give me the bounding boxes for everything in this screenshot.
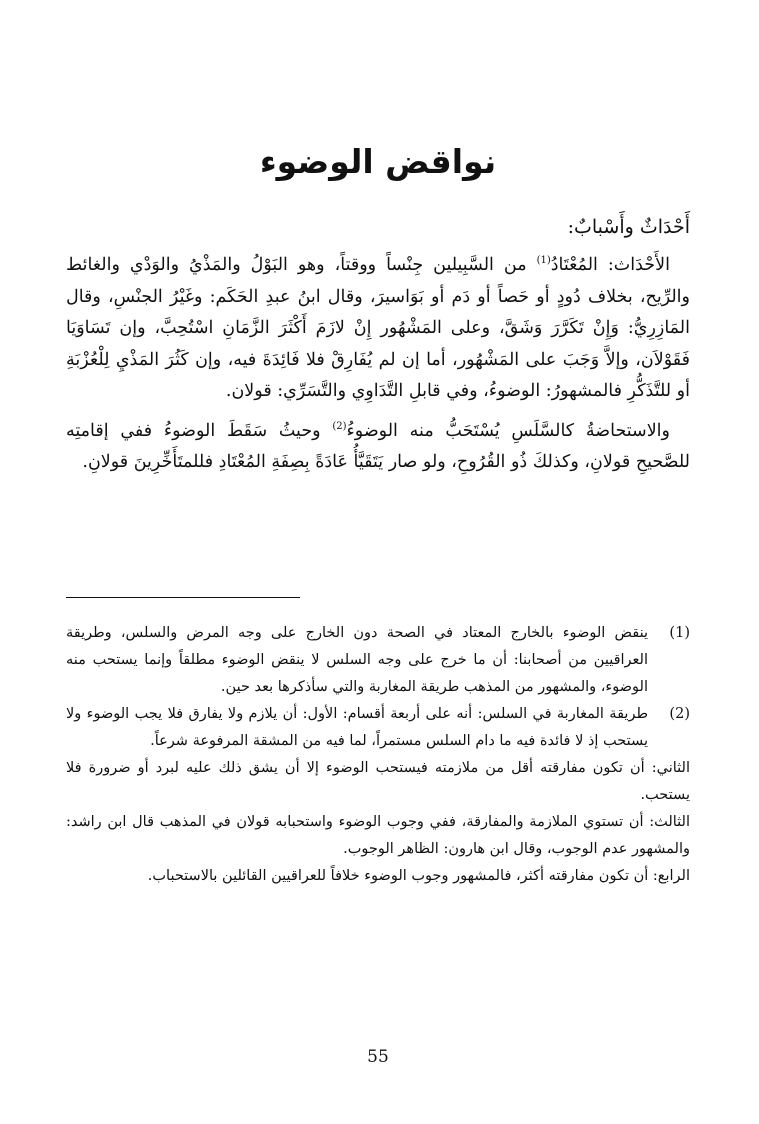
paragraph [66,250,690,408]
footnote [66,620,690,701]
footnote [66,701,690,755]
footnote-subsection: الرابع: أن تكون مفارقته أكثر، فالمشهور وجوب الوضوء خلافاً للعراقيين القائلين بالاستحباب. [147,868,690,884]
footnote-subsection: الثالث: أن تستوي الملازمة والمفارقة، ففي وجوب الوضوء واستحبابه قولان في المذهب قال ابن راشد: والمشهور عدم الوجوب، وقال ابن هارون: الظاهر الوجوب. [66,814,690,857]
footnotes [66,620,690,890]
paragraph [66,416,690,479]
paragraph-text: وحيثُ سَقَطَ الوضوءُ ففي إقامتِه للصَّحيحِ قولانِ، وكذلكَ ذُو القُرُوحِ، ولو صار يَتَقَيَّأُ عَادَةً بِصِفَةِ المُعْتَادِ فللمتَأَخِّرِينَ قولانِ. [66,420,690,472]
chapter-title: نواقض الوضوء [259,142,497,181]
section-heading: أَحْدَاثٌ وأَسْبابٌ: [567,216,690,238]
footnote-ref[interactable]: (1) [536,255,551,267]
page-number: 55 [367,1047,389,1067]
paragraph-text: والاستحاضةُ كالسَّلَسِ يُسْتَحَبُّ منه الوضوءُ [346,420,670,441]
footnote-text: طريقة المغاربة في السلس: أنه على أربعة أقسام: الأول: أن يلازم ولا يفارق فلا يجب الوضوء ولا يستحب إذ لا فائدة فيه ما دام السلس مستمراً، لما فيه من المشقة المرفوعة شرعاً. [66,706,648,749]
page [66,0,690,1124]
footnote-ref[interactable]: (2) [332,420,347,432]
paragraph-text: من السَّبِيلين جِنْساً ووقتاً، وهو البَوْلُ والمَذْيُ والوَدْي والغائط والرِّيح، بخلاف دُودٍ أو حَصاً أو دَم أو بَوَاسيرَ، وقال ابنُ عبدِ الحَكَم: وغَيْرُ الجنْسِ، وقال المَازِرِيُّ: وَإِنْ تَكَرَّرَ وَشَقَّ، وعلى المَشْهُور إِنْ لازَمَ أَكْثَرَ الزَّمَانِ اسْتُحِبَّ، وإن تَسَاوَيَا فَقَوْلاَن، وإلاَّ وَجَبَ على المَشْهُور، أما إن لم يُفَارِقْ فلا فَائِدَةَ فيه، وإن كَثُرَ المَذْيِ لِلْعُزْبَةِ أو للتَّذَكُّرِ فالمشهورُ: الوضوءُ، وفي قابلِ التَّدَاوِي والتَّسَرِّي: قولان. [66,255,690,401]
footnote-number: (1) [669,625,690,641]
main-text [66,250,690,487]
footnote-text: ينقض الوضوء بالخارج المعتاد في الصحة دون الخارج على وجه المرض والسلس، وطريقة العراقيين من أصحابنا: أن ما خرج على وجه السلس لا ينقض الوضوء مطلقاً وإنما يستحب منه الوضوء، والمشهور من المذهب طريقة المغاربة والتي سأذكرها بعد حين. [66,625,648,695]
footnote-subsection: الثاني: أن تكون مفارقته أقل من ملازمته فيستحب الوضوء إلا أن يشق ذلك عليه لبرد أو ضرورة فلا يستحب. [66,760,690,803]
footnote-separator [66,597,300,598]
footnote-number: (2) [669,706,690,722]
paragraph-text: الأَحْدَاث: المُعْتَادُ [550,255,670,275]
